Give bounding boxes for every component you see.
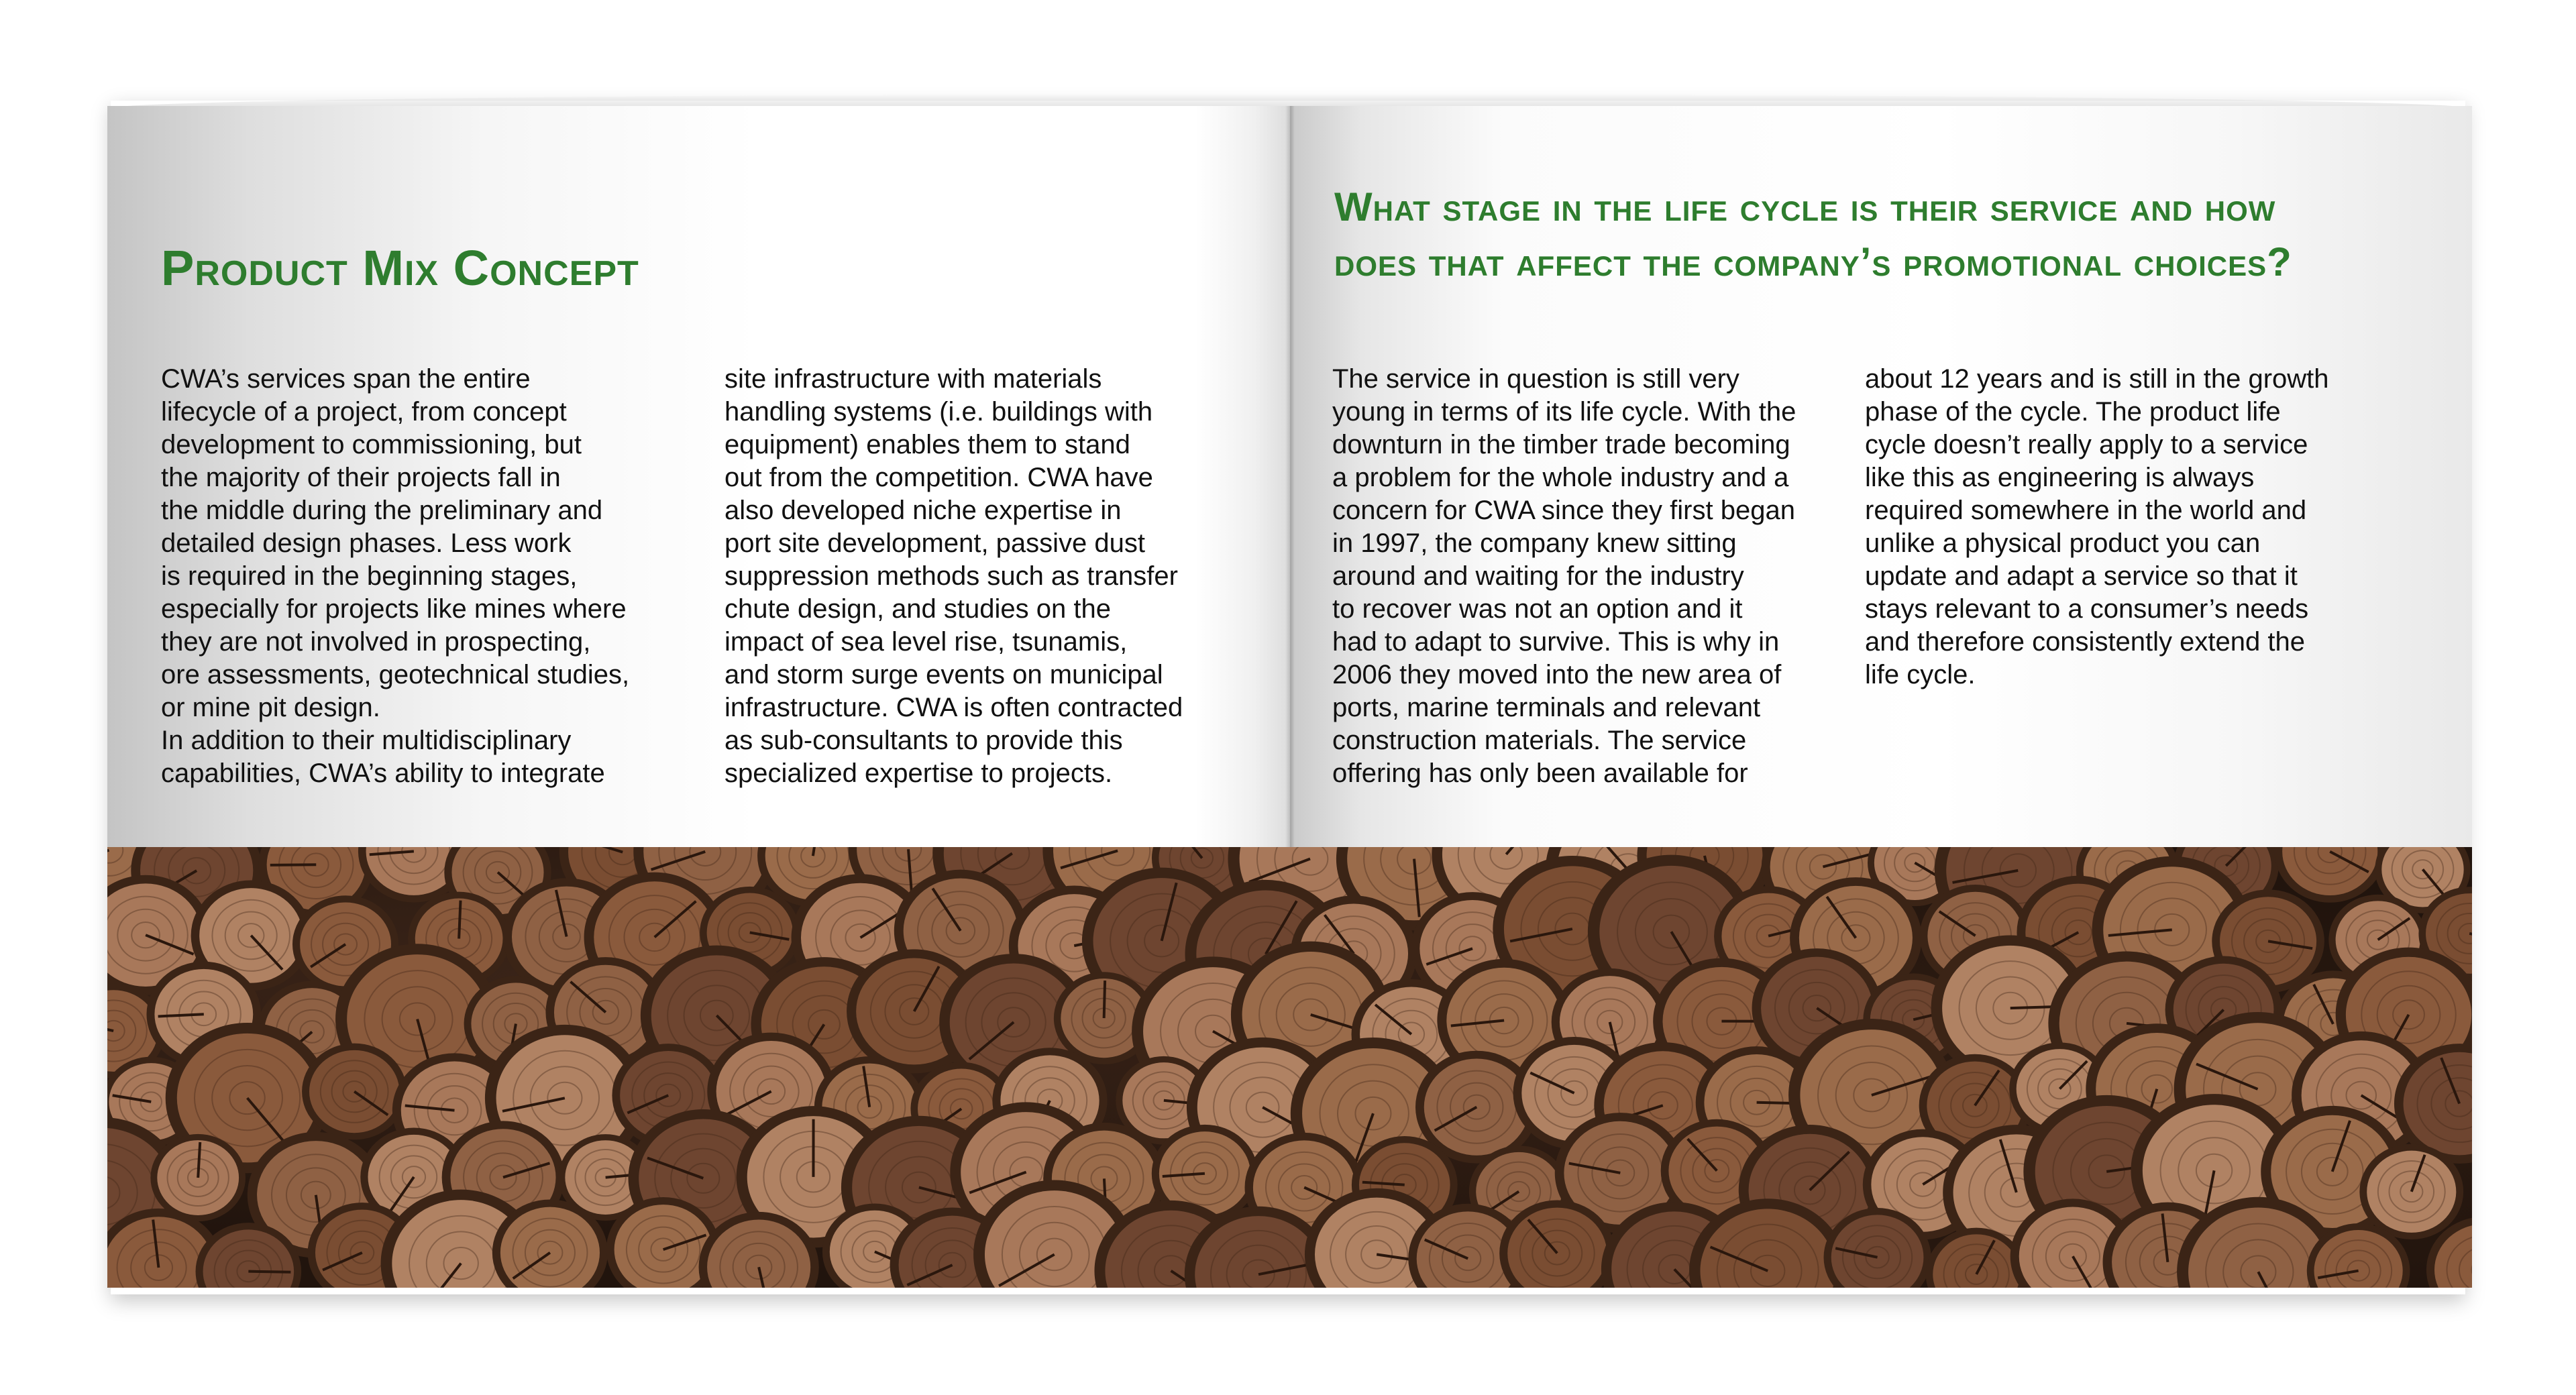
text-line: site infrastructure with materials: [724, 364, 1102, 394]
text-line: required somewhere in the world and: [1865, 496, 2307, 525]
text-line: 2006 they moved into the new area of: [1332, 660, 1782, 689]
log-end: [302, 1044, 407, 1140]
text-line: handling systems (i.e. buildings with: [724, 397, 1153, 427]
text-line: in 1997, the company knew sitting: [1332, 528, 1737, 558]
text-line: like this as engineering is always: [1865, 463, 2255, 492]
text-line: ore assessments, geotechnical studies,: [161, 660, 630, 689]
text-line: offering has only been available for: [1332, 759, 1748, 788]
text-line: chute design, and studies on the: [724, 594, 1111, 624]
text-line: and therefore consistently extend the: [1865, 627, 2305, 657]
text-line: concern for CWA since they first began: [1332, 496, 1795, 525]
left-page-column-2: [724, 363, 1183, 790]
text-line: as sub-consultants to provide this: [724, 726, 1123, 755]
text-line: life cycle.: [1865, 660, 1976, 689]
text-line: to recover was not an option and it: [1332, 594, 1743, 624]
log-end: [2359, 1144, 2463, 1239]
text-line: young in terms of its life cycle. With the: [1332, 397, 1796, 427]
text-line: the majority of their projects fall in: [161, 463, 561, 492]
text-line: stays relevant to a consumer’s needs: [1865, 594, 2309, 624]
text-line: development to commissioning, but: [161, 430, 582, 459]
text-line: especially for projects like mines where: [161, 594, 627, 624]
page-spine: [1285, 106, 1295, 847]
right-page-heading: [1334, 180, 2468, 290]
text-line: a problem for the whole industry and a: [1332, 463, 1789, 492]
text-line: unlike a physical product you can: [1865, 528, 2261, 558]
text-line: infrastructure. CWA is often contracted: [724, 693, 1183, 722]
text-line: had to adapt to survive. This is why in: [1332, 627, 1780, 657]
text-line: or mine pit design.: [161, 693, 380, 722]
text-line: ports, marine terminals and relevant: [1332, 693, 1761, 722]
text-line: update and adapt a service so that it: [1865, 561, 2298, 591]
text-line: equipment) enables them to stand: [724, 430, 1130, 459]
text-line: CWA’s services span the entire: [161, 364, 531, 394]
text-line: is required in the beginning stages,: [161, 561, 578, 591]
text-line: The service in question is still very: [1332, 364, 1739, 394]
text-line: detailed design phases. Less work: [161, 528, 572, 558]
text-line: around and waiting for the industry: [1332, 561, 1744, 591]
right-page: [1290, 106, 2472, 847]
text-line: downturn in the timber trade becoming: [1332, 430, 1790, 459]
logs-illustration: [107, 847, 2472, 1288]
text-line: cycle doesn’t really apply to a service: [1865, 430, 2308, 459]
right-page-column-1: [1332, 363, 1796, 790]
left-page: [107, 106, 1290, 847]
text-line: specialized expertise to projects.: [724, 759, 1113, 788]
text-line: construction materials. The service: [1332, 726, 1747, 755]
text-line: capabilities, CWA’s ability to integrate: [161, 759, 605, 788]
right-page-column-2: [1865, 363, 2329, 691]
text-line: about 12 years and is still in the growth: [1865, 364, 2329, 394]
stacked-logs-photo: [107, 847, 2472, 1288]
text-line: lifecycle of a project, from concept: [161, 397, 567, 427]
text-line: out from the competition. CWA have: [724, 463, 1153, 492]
text-line: impact of sea level rise, tsunamis,: [724, 627, 1128, 657]
text-line: also developed niche expertise in: [724, 496, 1122, 525]
text-line: and storm surge events on municipal: [724, 660, 1163, 689]
log-end: [150, 1134, 246, 1221]
text-line: they are not involved in prospecting,: [161, 627, 591, 657]
left-page-heading: Product Mix Concept: [161, 240, 639, 296]
text-line: port site development, passive dust: [724, 528, 1146, 558]
right-page-heading-line-1: What stage in the life cycle is their service and how: [1334, 184, 2276, 229]
left-page-column-1: [161, 363, 629, 790]
text-line: suppression methods such as transfer: [724, 561, 1178, 591]
text-line: the middle during the preliminary and: [161, 496, 603, 525]
text-line: phase of the cycle. The product life: [1865, 397, 2281, 427]
right-page-heading-line-2: does that affect the company’s promotional choices?: [1334, 239, 2292, 284]
text-line: In addition to their multidisciplinary: [161, 726, 572, 755]
